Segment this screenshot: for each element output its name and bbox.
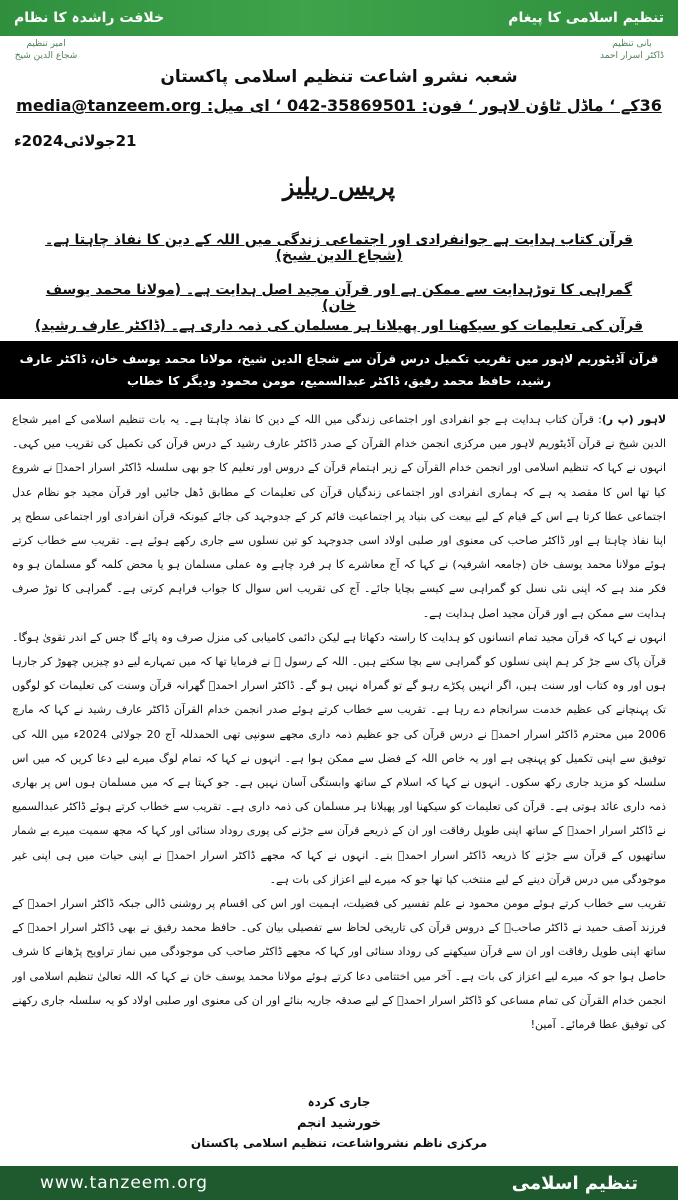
banner-left-text: خلافت راشدہ کا نظام (14, 10, 165, 26)
body-paragraph-1: لاہور (پ ر): قرآن کتاب ہدایت ہے جو انفرادی اور اجتماعی زندگی میں اللہ کے دین کا نفاذ چاہتا ہے۔ یہ بات تنظیم اسلامی کے امیر شجاع الدین شیخ نے قرآن آڈیٹوریم لاہور میں مرکزی انجمن خدام القرآن کے صدر ڈاکٹر عارف رشید کے درس قرآن کی تکمیل کی تقریب میں کہی۔ انہوں نے کہا کہ تنظیم اسلامی اور انجمن خدام القرآن کے زیر اہتمام قرآن کے دروس اور تعلیم کا جو بھی سلسلہ ڈاکٹر اسرار احمدؒ نے شروع کیا تھا اس کا مقصد یہ ہے کہ ہماری انفرادی اور اجتماعی زندگیاں قرآن کی تعلیمات کے مطابق ڈھل جائیں اور قرآن مجید جو نظام عدل اجتماعی عطا کرتا ہے اس کے قیام کے لیے بیعت کی بنیاد پر اجتماعیت قائم کر کے جدوجہد کی جائے کیونکہ قرآن انفرادی اور اجتماعی سطح پر اپنا نفاذ چاہتا ہے اور ڈاکٹر صاحب کی معنوی اور صلبی اولاد اسی جدوجہد کو تین نسلوں سے جاری رکھے ہوئے ہے۔ تقریب سے خطاب کرتے ہوئے مولانا محمد یوسف خان (جامعہ اشرفیہ) نے کہا کہ آج معاشرے کا ہر فرد چاہے وہ عملی مسلمان ہو یا محض کلمہ گو مسلمان ہو وہ فکر مند ہے کہ اپنی نئی نسل کو گمراہی سے کیسے بچایا جائے۔ آج کی تقریب اس سوال کا جواب فراہم کرتی ہے۔ گمراہی کا توڑ صرف ہدایت سے ممکن ہے اور قرآن مجید اصل ہدایت ہے۔ (12, 413, 666, 620)
quote-1: قرآن کتاب ہدایت ہے جوانفرادی اور اجتماعی زندگی میں اللہ کے دین کا نفاذ چاہتا ہے۔ (شجاع الدین شیخ) (45, 232, 633, 264)
top-banner (0, 0, 678, 36)
article-body (12, 408, 666, 1048)
banner-right-text: تنظیم اسلامی کا پیغام (508, 10, 664, 26)
crest-left: امیر تنظیم شجاع الدین شیخ (14, 39, 78, 61)
page-title: پریس ریلیز (282, 172, 396, 201)
org-header: شعبہ نشرو اشاعت تنظیم اسلامی پاکستان (160, 67, 518, 87)
address-line: 36کے ‘ ماڈل ٹاؤن لاہور ‘ فون: 35869501-042 ‘ ای میل: media@tanzeem.org (16, 96, 662, 115)
signature-name: خورشید انجم (296, 1116, 382, 1131)
footer-url[interactable]: www.tanzeem.org (40, 1173, 209, 1193)
quote-2: گمراہی کا توڑہدایت سے ممکن ہے اور قرآن مجید اصل ہدایت ہے۔ (مولانا محمد یوسف خان) (45, 282, 633, 314)
body-paragraph-2: انہوں نے کہا کہ قرآن مجید تمام انسانوں کو ہدایت کا راستہ دکھاتا ہے لیکن دائمی کامیابی کی منزل صرف وہ پائے گا جس کے اندر تقویٰ ہوگا۔ قرآن پاک سے جڑ کر ہم اپنی نسلوں کو گمراہی سے بچا سکتے ہیں۔ اللہ کے رسول ﷺ نے فرمایا تھا کہ میں تمہارے لیے دو چیزیں چھوڑ کر جارہا ہوں اور وہ کتاب اور سنت ہیں، اگر انہیں پکڑے رہو گے تو گمراہ نہیں ہو گے۔ ڈاکٹر اسرار احمدؒ گھرانہ قرآن وسنت کی تعلیمات کو لوگوں تک پہنچانے کی عظیم خدمت سرانجام دے رہا ہے۔ تقریب سے خطاب کرتے ہوئے صدر انجمن خدام القرآن ڈاکٹر عارف رشید نے کہا کہ مارچ 2006 میں محترم ڈاکٹر اسرار احمدؒ نے درس قرآن کی جو عظیم ذمہ داری مجھے سونپی تھی الحمدللہ آج 20 جولائی 2024ء میں اللہ کی توفیق سے اپنی تکمیل کو پہنچی ہے اور یہ خاص اللہ کے فضل سے ممکن ہوا ہے۔ انہوں نے کہا کہ تمام لوگ میرے لیے دعا کریں کہ میں اس سلسلہ کو مزید جاری رکھ سکوں۔ انہوں نے کہا کہ اسلام کے ساتھ وابستگی آسان نہیں ہے۔ جو کہتا ہے کہ میں مسلمان ہوں اس پر بھاری ذمہ داری عائد ہوتی ہے۔ قرآن کی تعلیمات کو سیکھنا اور پھیلانا ہر مسلمان کی ذمہ داری ہے۔ تقریب سے خطاب کرتے ہوئے ڈاکٹر عبدالسمیع نے ڈاکٹر اسرار احمدؒ کے ساتھ اپنی طویل رفاقت اور ان کے ذریعے قرآن سے جڑنے کی پوری روداد سنائی اور کہا کہ مجھ سمیت میرے بے شمار ساتھیوں کے قرآن سے جڑنے کا ذریعہ ڈاکٹر اسرار احمدؒ بنے۔ انہوں نے کہا کہ مجھے ڈاکٹر اسرار احمدؒ نے اپنی حیات میں ہی اپنی غیر موجودگی میں درس قرآن دینے کے لیے منتخب کیا تھا جو کہ میرے لیے اعزاز کی بات ہے۔ (12, 630, 666, 886)
dateline: لاہور (پ ر) (601, 413, 666, 426)
signature-designation: مرکزی ناظم نشرواشاعت، تنظیم اسلامی پاکستان (190, 1136, 488, 1150)
body-paragraph-3: تقریب سے خطاب کرتے ہوئے مومن محمود نے علم تفسیر کی فضیلت، اہمیت اور اس کی اقسام پر روشنی ڈالی جبکہ ڈاکٹر اسرار احمدؒ کے فرزند آصف حمید نے ڈاکٹر صاحبؒ کے دروس قرآن کی تاریخی لحاظ سے تفصیلی بیان کی۔ حافظ محمد رفیق نے بھی ڈاکٹر اسرار احمدؒ کے ساتھ اپنی طویل رفاقت اور ان سے قرآن سیکھنے کی روداد سنائی اور کہا کہ مجھے ڈاکٹر صاحب کی موجودگی میں نماز تراویح پڑھانے کا شرف حاصل ہوا جو کہ میرے لیے اعزاز کی بات ہے۔ آخر میں اختتامی دعا کرتے ہوئے مولانا محمد یوسف خان نے کہا کہ اللہ تعالیٰ تنظیم اسلامی اور انجمن خدام القرآن کی تمام مساعی کو ڈاکٹر اسرار احمدؒ کے لیے صدقہ جاریہ بنائے اور ان کی معنوی اور صلبی اولاد کو یہ سلسلہ جاری رکھنے کی توفیق عطا فرمائے۔ آمین! (12, 897, 666, 1032)
footer-bar (0, 1166, 678, 1200)
paragraph-1-text: قرآن کتاب ہدایت ہے جو انفرادی اور اجتماعی زندگی میں اللہ کے دین کا نفاذ چاہتا ہے۔ یہ بات تنظیم اسلامی کے امیر شجاع الدین شیخ نے قرآن آڈیٹوریم لاہور میں مرکزی انجمن خدام القرآن کے صدر ڈاکٹر عارف رشید کے درس قرآن کی تکمیل کی تقریب میں کہی۔ انہوں نے کہا کہ تنظیم اسلامی اور انجمن خدام القرآن کے زیر اہتمام قرآن کے دروس اور تعلیم کا جو بھی سلسلہ ڈاکٹر اسرار احمدؒ نے شروع کیا تھا اس کا مقصد یہ ہے کہ ہماری انفرادی اور اجتماعی زندگیاں قرآن کی تعلیمات کے مطابق ڈھل جائیں اور قرآن مجید جو نظام عدل اجتماعی عطا کرتا ہے اس کے قیام کے لیے بیعت کی بنیاد پر اجتماعیت قائم کر کے جدوجہد کی جائے کیونکہ قرآن انفرادی اور اجتماعی سطح پر اپنا نفاذ چاہتا ہے اور ڈاکٹر صاحب کی معنوی اور صلبی اولاد اسی جدوجہد کو تین نسلوں سے جاری رکھے ہوئے ہے۔ تقریب سے خطاب کرتے ہوئے مولانا محمد یوسف خان (جامعہ اشرفیہ) نے کہا کہ آج معاشرے کا ہر فرد چاہے وہ عملی مسلمان ہو یا محض کلمہ گو مسلمان ہو وہ فکر مند ہے کہ اپنی نئی نسل کو گمراہی سے کیسے بچایا جائے۔ آج کی تقریب اس سوال کا جواب فراہم کرتی ہے۔ گمراہی کا توڑ صرف ہدایت سے ممکن ہے اور قرآن مجید اصل ہدایت ہے۔ (12, 413, 666, 620)
release-date: 21جولائی2024ء (14, 132, 137, 150)
signature-label: جاری کردہ (307, 1095, 371, 1109)
footer-brand-logo: تنظیم اسلامی (511, 1172, 638, 1194)
headline-box: قرآن آڈیٹوریم لاہور میں تقریب تکمیل درس قرآن سے شجاع الدین شیخ، مولانا محمد یوسف خان، ڈاکٹر عارف رشید، حافظ محمد رفیق، ڈاکٹر عبدالسمیع، مومن محمود ودیگر کا خطاب (0, 341, 678, 399)
quote-3: قرآن کی تعلیمات کو سیکھنا اور پھیلانا ہر مسلمان کی ذمہ داری ہے۔ (ڈاکٹر عارف رشید) (34, 318, 644, 334)
crest-right: بانی تنظیم ڈاکٹر اسرار احمد (599, 39, 665, 61)
